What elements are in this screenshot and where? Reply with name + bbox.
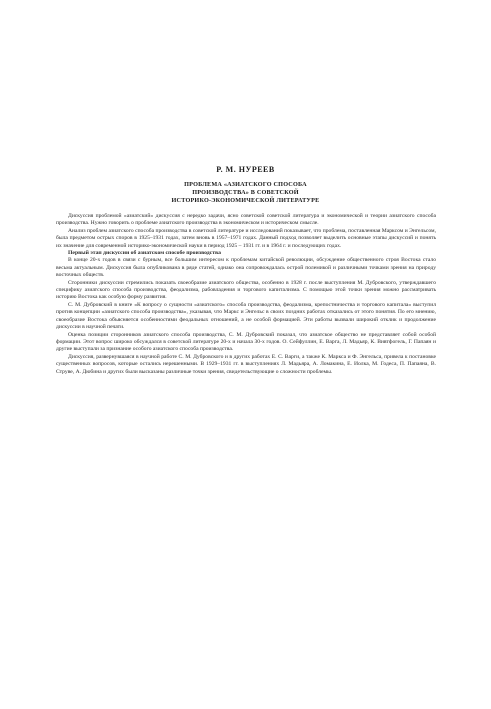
title-line-3: ИСТОРИКО-ЭКОНОМИЧЕСКОЙ ЛИТЕРАТУРЕ bbox=[171, 197, 320, 204]
intro-paragraph-2: Анализ проблем азиатского способа производства в советской литературе и исследований показывает, что проблема, поставленная Марксом и Энгельсом, была предметом острых споров в 1925–1931 годах, затем вновь в 1957–1971 годах. Данный подход позволяет выделить основные этапы дискуссий и понять их значение для современной историко-экономической науки в период 1925 – 1931 гг. и в 1964 г. и последующих годах. bbox=[56, 227, 436, 249]
section-heading: Первый этап дискуссии об азиатском способе производства bbox=[68, 250, 221, 257]
author-name: Р. М. НУРЕЕВ bbox=[216, 165, 275, 174]
section-paragraph-1: В конце 20-х годов в связи с бурным, все большим интересом к проблемам китайской революции, обсуждение общественного строя Востока стало весьма актуальным. Дискуссия была опубликована в ряде статей, однако она сопровождалась острой полемикой и различными точками зрения на природу восточных обществ. bbox=[56, 257, 436, 279]
intro-paragraph-1: Дискуссия проблемой «азиатский» дискуссия с нередко задачи, ясно советской советской литература и экономической и теории азиатского способа производства. Нужно говорить о проблеме азиатского производства в экономическом и историческом смысле. bbox=[56, 213, 436, 227]
title-line-1: ПРОБЛЕМА «АЗИАТСКОГО СПОСОБА bbox=[184, 181, 307, 188]
article-title bbox=[90, 181, 401, 205]
section-paragraph-2: Сторонники дискуссии стремились показать своеобразие азиатского общества, особенно в 1928 г. после выступления М. Дубровского, утверждавшего специфику азиатского способа производства, феодализма, рабовладения и торгового капитализма. С помощью этой точки зрения можно рассматривать историю Востока как особую форму развития. bbox=[56, 279, 436, 301]
title-line-2: ПРОИЗВОДСТВА» В СОВЕТСКОЙ bbox=[192, 189, 299, 196]
section-paragraph-5: Дискуссия, развернувшаяся в научной работе С. М. Дубровского и в других работах Е. С. Варги, а также К. Маркса и Ф. Энгельса, привела к постановке существенных вопросов, которые остались нерешенными. В 1929–1931 гг. в выступлениях Л. Мадьяра, А. Ломакина, Е. Иолка, М. Годеса, П. Папаяна, В. Струве, А. Дюбина и других были высказаны различные точки зрения, свидетельствующие о сложности проблемы. bbox=[56, 353, 436, 375]
section-paragraph-4: Оценка позиции сторонников азиатского способа производства, С. М. Дубровский показал, что азиатское общество не представляет собой особой формации. Этот вопрос широко обсуждался в советской литературе 20-х и начала 30-х годов. О. Сейфуллин, Е. Варга, Л. Мадьяр, К. Вивтфогель, Г. Папаян и другие выступали за признание особого азиатского способа производства. bbox=[56, 331, 436, 353]
section-paragraph-3: С. М. Дубровский в книге «К вопросу о сущности «азиатского» способа производства, феодализма, крепостничества и торгового капитала» выступил против концепции «азиатского способа производства», указывая, что Маркс и Энгельс в своих поздних работах отказались от этого понятия. По его мнению, своеобразие Востока объясняется особенностями феодальных отношений, а не особой формацией. Эти работы вызвали широкий отклик и продолжение дискуссии в научной печати. bbox=[56, 301, 436, 331]
article-body bbox=[56, 213, 436, 376]
